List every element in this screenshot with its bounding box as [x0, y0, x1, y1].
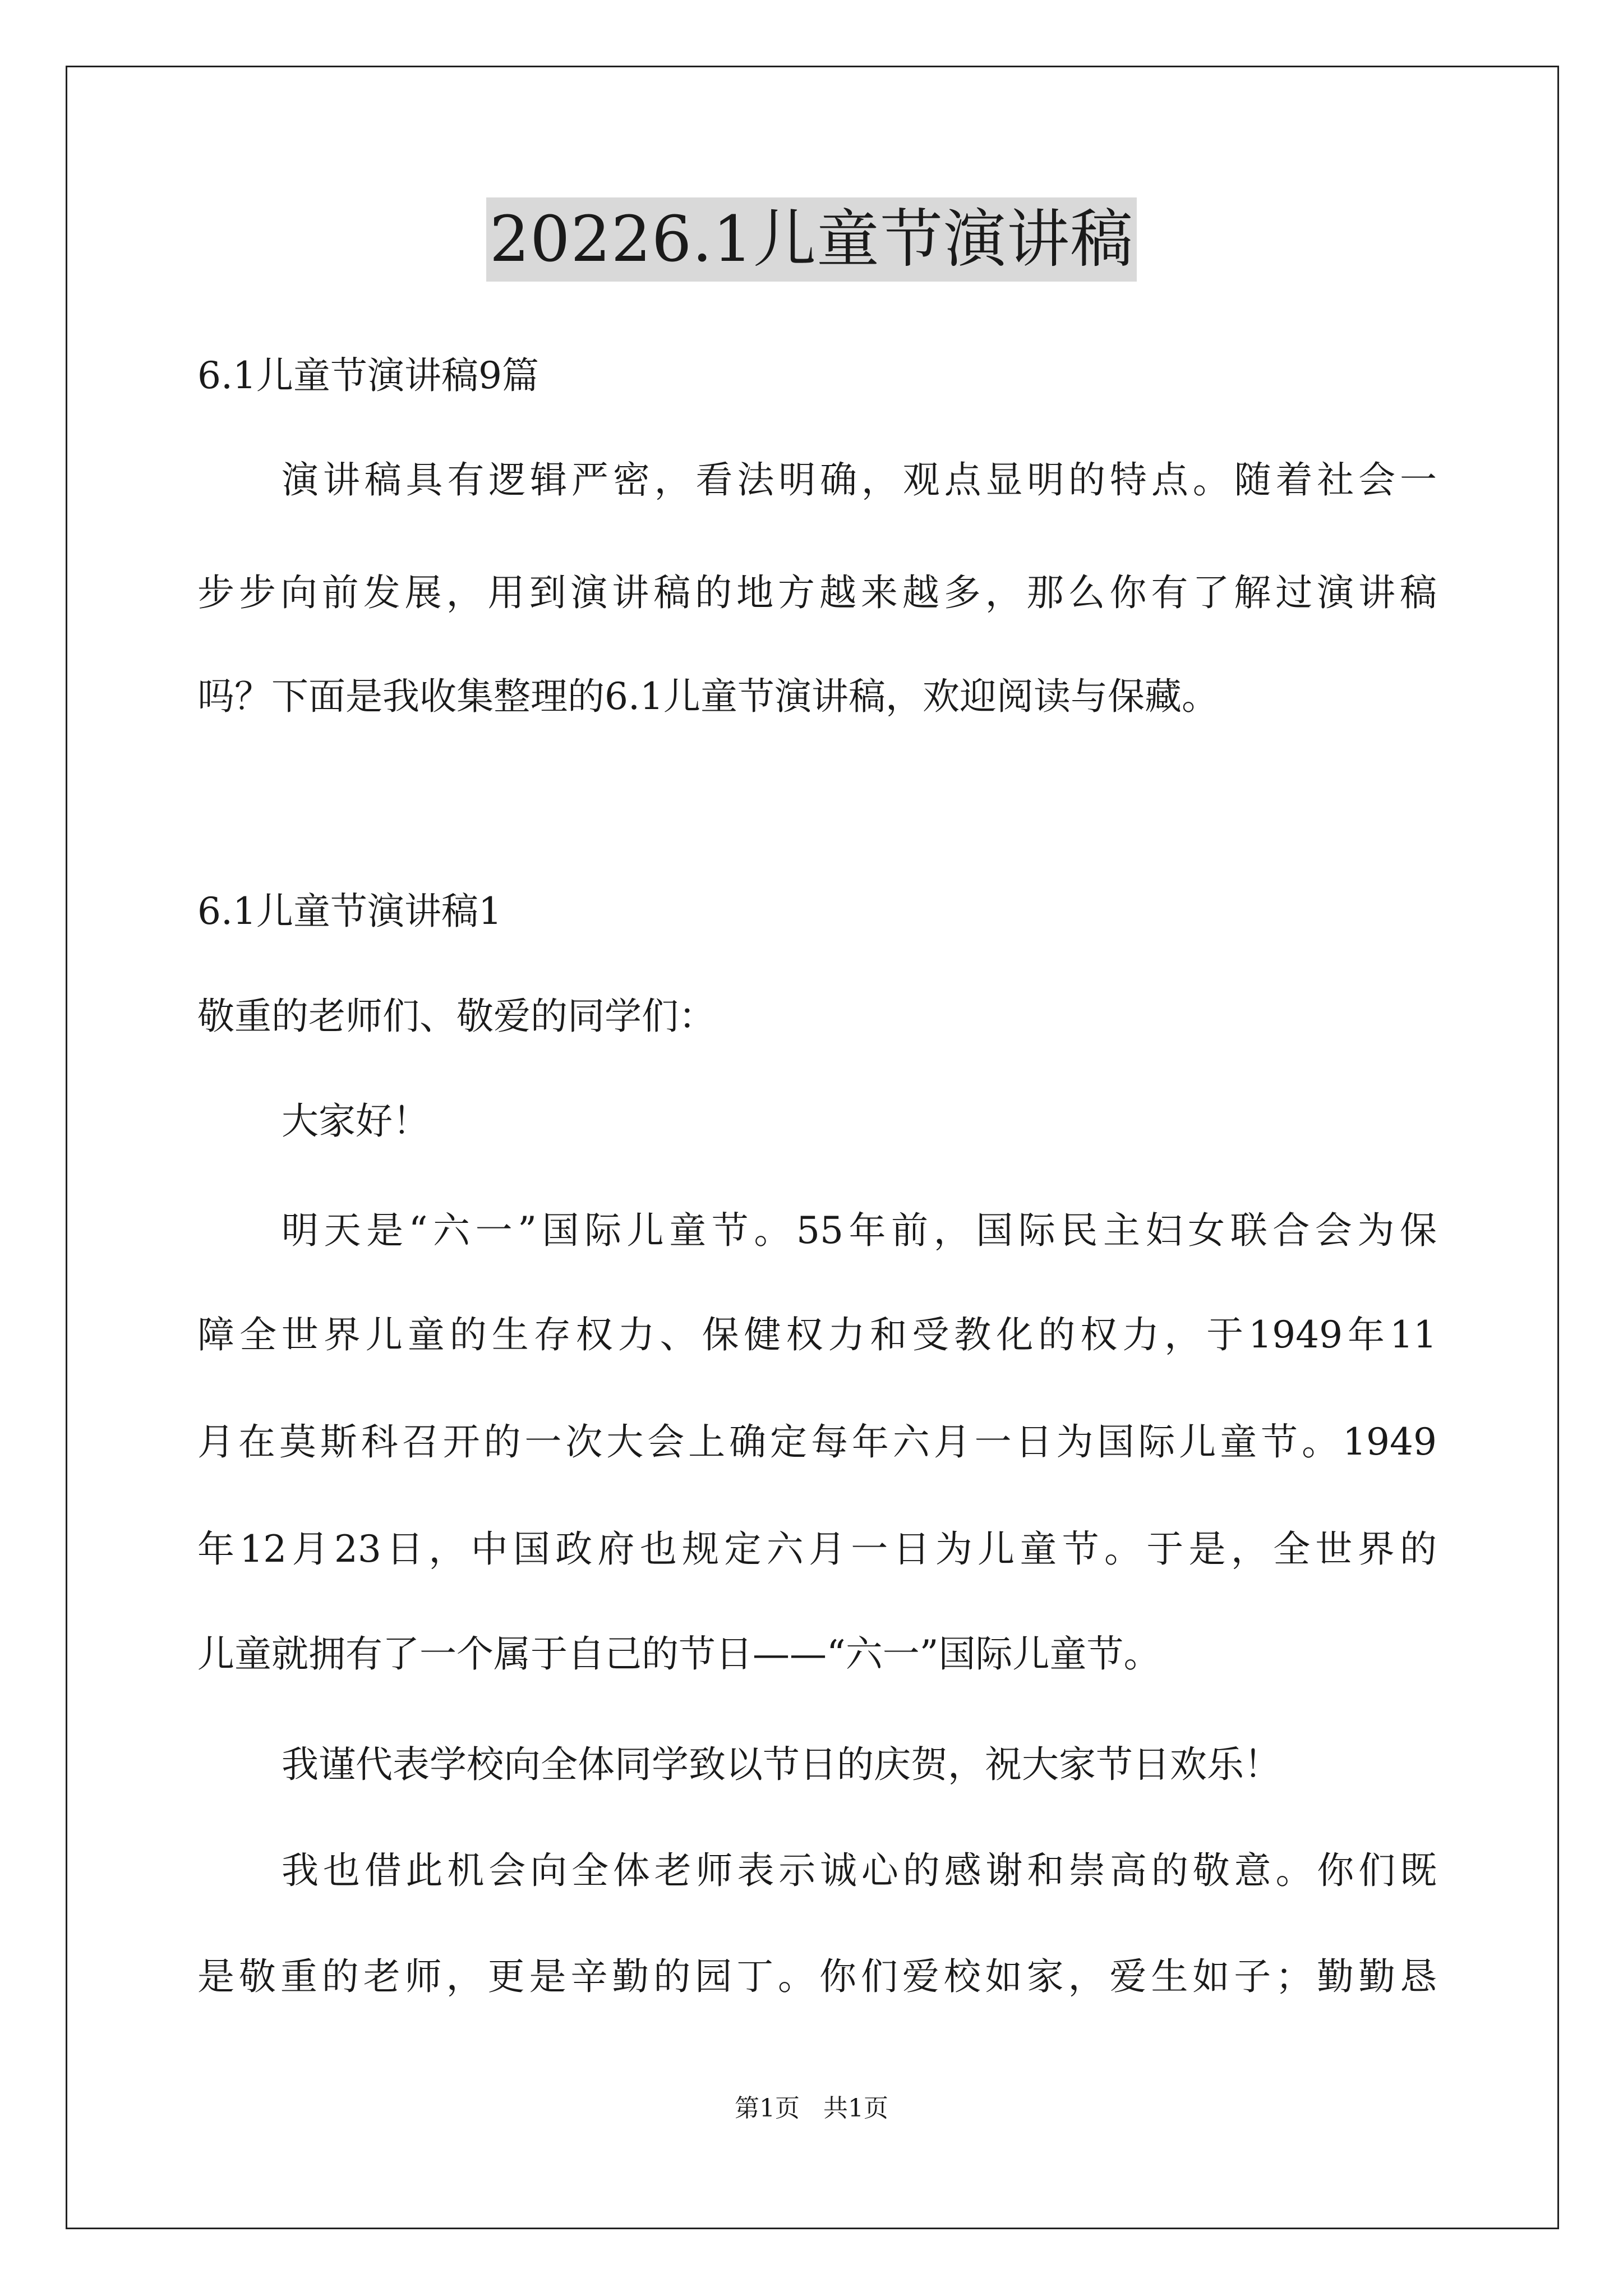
intro-line-3: 吗？下面是我收集整理的6.1儿童节演讲稿，欢迎阅读与保藏。 — [197, 675, 1219, 718]
intro-line-1: 演讲稿具有逻辑严密，看法明确，观点显明的特点。随着社会一 — [282, 458, 1437, 501]
paragraph1-line-2: 障全世界儿童的生存权力、保健权力和受教化的权力，于1949年11 — [197, 1313, 1437, 1356]
title-container — [0, 197, 1623, 282]
paragraph1-line-5: 儿童就拥有了一个属于自己的节日——“六一”国际儿童节。 — [197, 1632, 1161, 1676]
subtitle: 6.1儿童节演讲稿9篇 — [197, 354, 539, 397]
document-title: 20226.1儿童节演讲稿 — [486, 197, 1137, 282]
paragraph2: 我谨代表学校向全体同学致以节日的庆贺，祝大家节日欢乐！ — [282, 1743, 1281, 1786]
section-heading: 6.1儿童节演讲稿1 — [197, 890, 502, 933]
paragraph3-line-1: 我也借此机会向全体老师表示诚心的感谢和崇高的敬意。你们既 — [282, 1849, 1437, 1892]
paragraph1-line-4: 年12月23日，中国政府也规定六月一日为儿童节。于是，全世界的 — [197, 1527, 1437, 1571]
paragraph1-line-3: 月在莫斯科召开的一次大会上确定每年六月一日为国际儿童节。1949 — [197, 1420, 1437, 1464]
greeting: 大家好！ — [282, 1099, 430, 1143]
paragraph3-line-2: 是敬重的老师，更是辛勤的园丁。你们爱校如家，爱生如子；勤勤恳 — [197, 1955, 1437, 1998]
intro-line-2: 步步向前发展，用到演讲稿的地方越来越多，那么你有了解过演讲稿 — [197, 571, 1437, 614]
paragraph1-line-1: 明天是“六一”国际儿童节。55年前，国际民主妇女联合会为保 — [282, 1209, 1437, 1252]
salutation: 敬重的老师们、敬爱的同学们： — [197, 995, 716, 1038]
page-footer: 第1页 共1页 — [735, 2094, 888, 2123]
